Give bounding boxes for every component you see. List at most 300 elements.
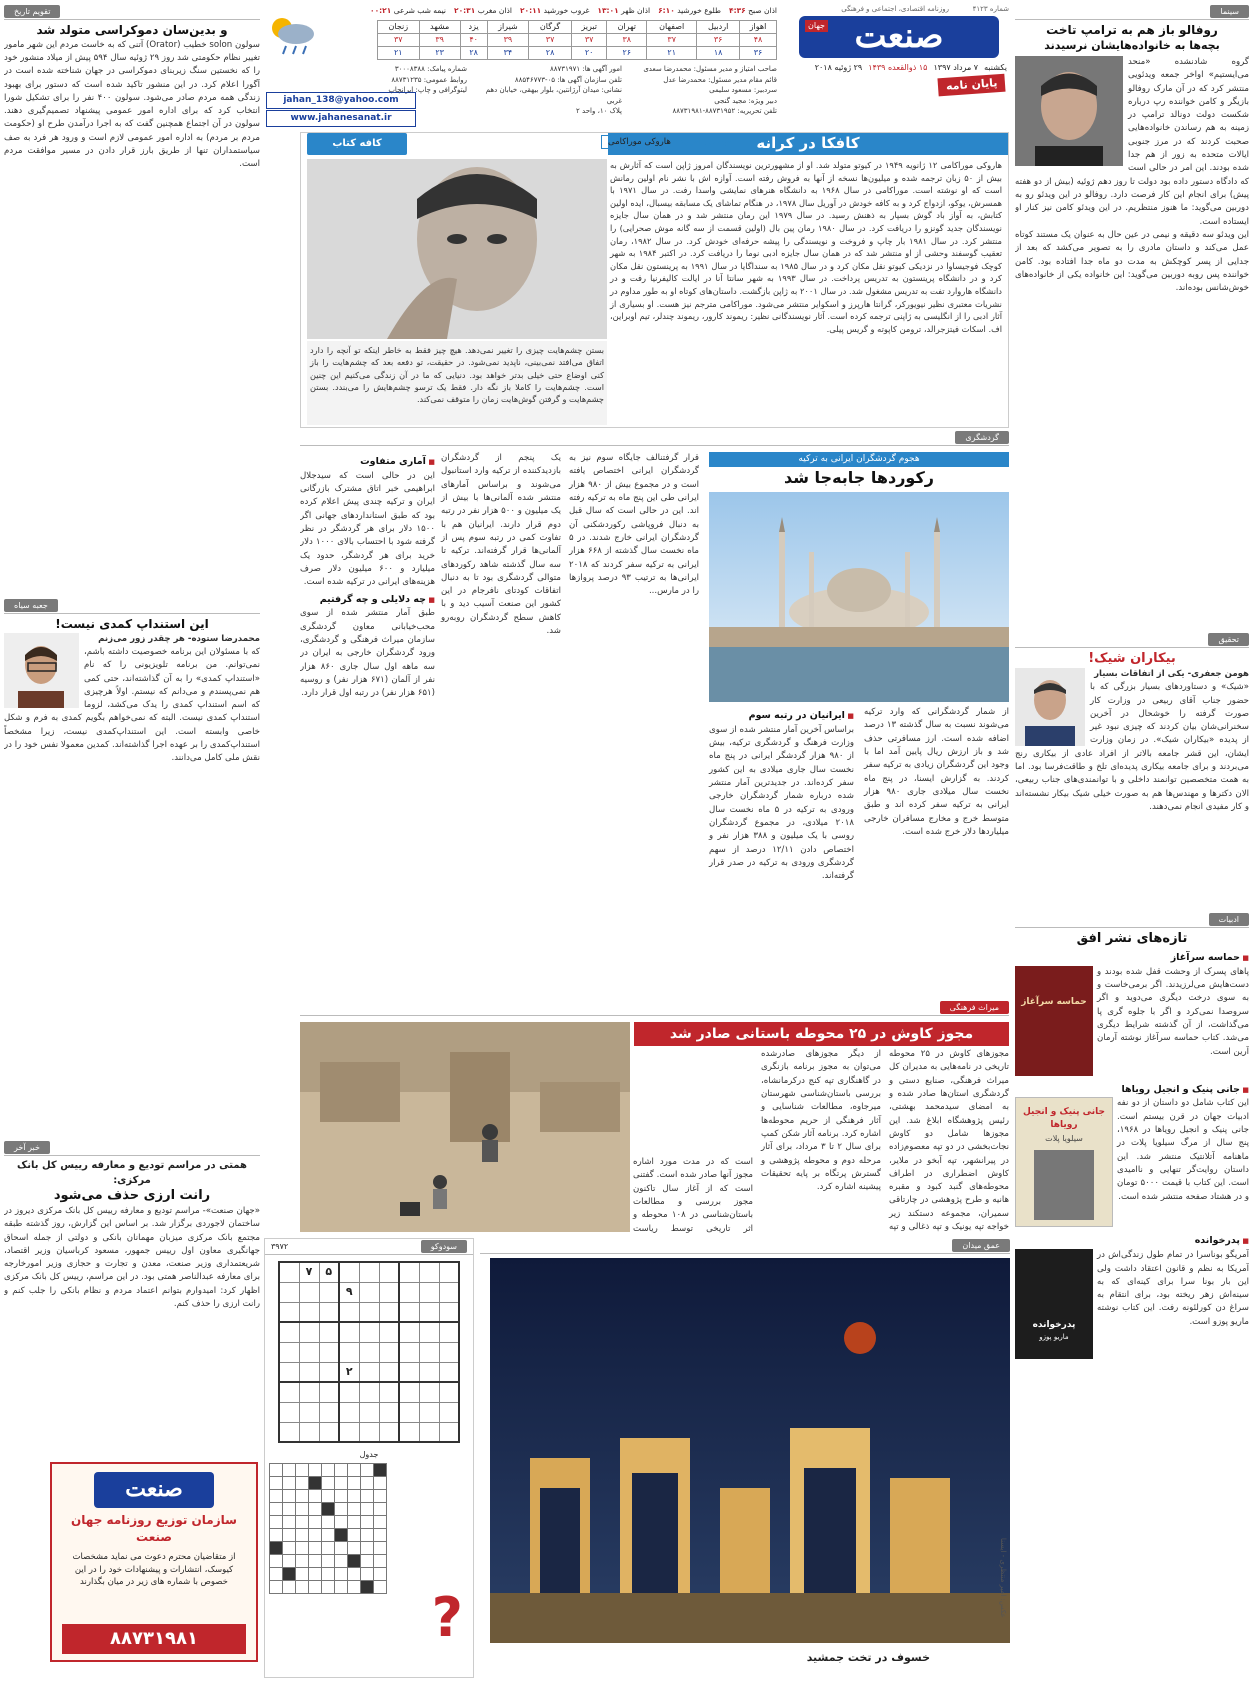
sudoku-cell[interactable]	[419, 1382, 439, 1402]
sudoku-cell[interactable]	[439, 1362, 459, 1382]
sudoku-label: سودوکو	[421, 1240, 467, 1254]
sotoudeh-photo	[4, 633, 79, 708]
crossword-cell[interactable]	[309, 1515, 322, 1528]
prayer-times	[317, 6, 777, 17]
prayer-item: اذان مغرب ۲۰:۳۱	[454, 6, 512, 15]
sudoku-cell[interactable]	[339, 1422, 359, 1442]
sudoku-num: ۳۹۷۲	[271, 1241, 289, 1251]
weather-max: ۳۷	[378, 34, 420, 47]
sudoku-cell[interactable]	[339, 1262, 359, 1282]
sudoku-cell[interactable]	[439, 1402, 459, 1422]
crossword-grid[interactable]	[269, 1463, 387, 1594]
tourism-col4-head: ■ آماری متفاوت	[300, 455, 435, 469]
sudoku-cell[interactable]	[419, 1262, 439, 1282]
ad-logo: صنعت	[94, 1472, 214, 1508]
sudoku-cell[interactable]	[379, 1342, 399, 1362]
date-en: ۲۹ ژوئیه ۲۰۱۸	[814, 63, 863, 72]
sudoku-cell[interactable]	[399, 1342, 419, 1362]
sudoku-cell[interactable]	[419, 1302, 439, 1322]
sudoku-cell[interactable]	[299, 1342, 319, 1362]
crossword-cell[interactable]	[374, 1476, 387, 1489]
staff-line: لیتوگرافی و چاپ: ایرانچاپ	[388, 86, 467, 94]
weather-max: ۳۷	[529, 34, 572, 47]
sudoku-cell[interactable]	[299, 1322, 319, 1342]
staff-line: شماره پیامک: ۳۰۰۰۸۳۸۸	[394, 65, 467, 73]
sudoku-cell[interactable]	[279, 1362, 299, 1382]
sudoku-cell[interactable]	[439, 1302, 459, 1322]
standup-bar	[4, 598, 260, 614]
jafari-photo	[1015, 668, 1085, 746]
weather-min: ۲۳	[419, 47, 460, 60]
sudoku-cell[interactable]	[339, 1382, 359, 1402]
sudoku-cell[interactable]	[399, 1322, 419, 1342]
crossword-cell[interactable]	[296, 1541, 309, 1554]
crossword-cell[interactable]	[270, 1515, 283, 1528]
sudoku-cell[interactable]	[439, 1422, 459, 1442]
analysis-title: بیکاران شیک!	[1088, 651, 1176, 666]
crossword-cell[interactable]	[322, 1515, 335, 1528]
sudoku-cell[interactable]	[319, 1402, 339, 1422]
sudoku-cell[interactable]	[379, 1302, 399, 1322]
weather-min: ۲۸	[460, 47, 487, 60]
staff-line: نشانی: میدان آرژانتین، بلوار بیهقی، خیابان دهم غربی	[485, 86, 622, 105]
crossword-cell[interactable]	[335, 1541, 348, 1554]
weather-max: ۴۰	[460, 34, 487, 47]
standup-section	[4, 598, 260, 1138]
date-hijri: ۱۵ ذوالقعده ۱۴۳۹	[868, 63, 928, 72]
weather-max: ۳۷	[647, 34, 697, 47]
weather-max: ۴۸	[740, 34, 777, 47]
crossword-cell[interactable]	[348, 1554, 361, 1567]
book2	[1015, 1076, 1249, 1204]
crossword-cell[interactable]	[309, 1554, 322, 1567]
weather-icon	[264, 10, 319, 58]
website[interactable]: www.jahanesanat.ir	[266, 110, 416, 127]
sudoku-cell[interactable]	[279, 1382, 299, 1402]
weather-city: یزد	[460, 21, 487, 34]
kafka-feature	[300, 132, 1009, 428]
crossword-cell[interactable]	[283, 1554, 296, 1567]
sudoku-cell[interactable]	[339, 1302, 359, 1322]
depth-bar	[480, 1238, 1010, 1254]
distribution-ad[interactable]	[50, 1462, 258, 1662]
murakami-photo	[307, 159, 607, 339]
prayer-item: اذان ظهر ۱۳:۰۱	[597, 6, 651, 15]
sudoku-cell[interactable]	[399, 1422, 419, 1442]
sudoku-cell[interactable]	[399, 1362, 419, 1382]
sudoku-cell[interactable]	[379, 1402, 399, 1422]
tourism-title: رکوردها جابه‌جا شد	[784, 468, 934, 487]
news-label: خبر آخر	[4, 1141, 50, 1155]
crossword-cell[interactable]	[335, 1476, 348, 1489]
sudoku-bar	[265, 1239, 473, 1255]
masthead	[264, 4, 1009, 134]
sudoku-cell[interactable]	[279, 1282, 299, 1302]
crossword-cell[interactable]	[270, 1502, 283, 1515]
staff-line: پلاک ۱۰، واحد ۲	[576, 107, 622, 115]
crossword-cell[interactable]	[270, 1463, 283, 1476]
sudoku-cell[interactable]: ۹	[339, 1282, 359, 1302]
sudoku-cell[interactable]	[399, 1262, 419, 1282]
weather-table	[377, 20, 777, 60]
staff-line: تلفن سازمان آگهی ها: ۰۵-۸۸۵۴۶۷۷۳	[514, 75, 622, 84]
logo	[799, 16, 999, 58]
book2-cover: جانی پنیک و انجیل رویاها سیلویا پلات	[1015, 1097, 1113, 1227]
sudoku-cell[interactable]	[359, 1382, 379, 1402]
crossword-cell[interactable]	[374, 1580, 387, 1593]
crossword-cell[interactable]	[348, 1489, 361, 1502]
heritage-col2: از دیگر مجوزهای صادرشده می‌توان به مجوز برنامه بازنگری در گاهنگاری تپه کنج درکرمانشاه، بررسی باستان‌شناسی شهرستان میرجاوه، مطالعات شناسایی و آثار فرهنگی از حریم محوطه‌ها اشاره کرد. برنامه آثار شکن کمپ برای سال ۲ تا ۳ مرداد، برای آثار مرحله دوم و محوطه پژوهشی و گسترش پرتگاه بر پایه تحقیقات پیشینه اشاره کرد.	[761, 1049, 881, 1193]
sudoku-cell[interactable]	[399, 1382, 419, 1402]
sudoku-cell[interactable]	[299, 1282, 319, 1302]
standup-author: محمدرضا ستوده- هر چقدر زور می‌زنم	[98, 633, 260, 644]
crossword-cell[interactable]	[283, 1515, 296, 1528]
crossword-cell[interactable]	[374, 1502, 387, 1515]
sudoku-cell[interactable]	[439, 1382, 459, 1402]
sudoku-cell[interactable]	[399, 1302, 419, 1322]
sudoku-cell[interactable]	[359, 1262, 379, 1282]
crossword-cell[interactable]	[283, 1489, 296, 1502]
crossword-cell[interactable]	[348, 1541, 361, 1554]
heritage-section	[300, 1000, 1009, 1235]
analysis-body: «شیک» و دستاوردهای بسیار بزرگی که با حضور جناب آقای ربیعی در وزارت کار صورت گرفته را خوشحال در آخرین سخنرانی‌شان بیان کردند که چیزی نبود غیر از پدیده «بیکاران شیک». در زمان وزارت ایشان، این قشر جامعه بالاتر از افراد عادی از بیکاری رنج می‌بردند و برای جامعه بیکاری پدیده‌ای تلخ و طاقت‌فرسا بود. اما به همت متخصصین توانمند داخلی و با توانمندی‌های جناب ربیعی، الان دکترها و مهندس‌ها هم به صورت خیلی شیک بیکار نشسته‌اند و کار مفیدی انجام نمی‌دهند.	[1015, 682, 1249, 813]
section-stamp: پایان نامه	[937, 74, 1006, 97]
sudoku-cell[interactable]	[439, 1342, 459, 1362]
democracy-section	[4, 4, 260, 596]
analysis-section	[1015, 632, 1249, 910]
crossword-cell[interactable]	[270, 1541, 283, 1554]
crossword-cell[interactable]	[270, 1528, 283, 1541]
book3-title: ■ پدرخوانده	[1015, 1234, 1249, 1248]
logo-text: صنعت	[854, 16, 944, 57]
crossword-cell[interactable]	[335, 1528, 348, 1541]
news-section	[4, 1140, 260, 1460]
crossword-cell[interactable]	[296, 1476, 309, 1489]
democracy-bar	[4, 4, 260, 20]
excavation-photo	[300, 1022, 630, 1232]
day: یکشنبه	[984, 63, 1007, 72]
email[interactable]: jahan_138@yahoo.com	[266, 92, 416, 109]
crossword-cell[interactable]	[374, 1489, 387, 1502]
heritage-body: مجوزهای کاوش در ۲۵ محوطه تاریخی در نامه‌هایی به مدیران کل میراث فرهنگی، صنایع دستی و گردشگری استان‌ها صادر شده و به امضای سیدمحمد بهشتی، رئیس پژوهشگاه ابلاغ شد. این مجوزها شامل دو کاوش نجات‌بخشی در دو تپه معصوم‌زاده در پیرانشهر، تپه آبخو در ملایر، کاوش اضطراری در اطراف محوطه‌های گنبد کبود و مقبره هانیه و طرح پژوهشی در چارتاقی سمیران، مجموعه دستکند زیر خواجه تپه یونیک و تپه ذغالی و تپه	[889, 1049, 1009, 1233]
standup-title: این استنداپ کمدی نیست!	[55, 617, 209, 631]
crossword-cell[interactable]	[309, 1528, 322, 1541]
sudoku-cell[interactable]	[419, 1322, 439, 1342]
book1-cover: حماسه سرآغاز	[1015, 966, 1093, 1076]
crossword-cell[interactable]	[296, 1567, 309, 1580]
sudoku-cell[interactable]	[359, 1402, 379, 1422]
crossword-cell[interactable]	[335, 1567, 348, 1580]
news-bar	[4, 1140, 260, 1156]
crossword-cell[interactable]	[309, 1541, 322, 1554]
crossword-cell[interactable]	[335, 1515, 348, 1528]
literature-section	[1015, 912, 1249, 1680]
staff-line: سردبیر: مسعود سلیمی	[709, 86, 777, 94]
sudoku-cell[interactable]	[439, 1262, 459, 1282]
crossword-cell[interactable]	[296, 1515, 309, 1528]
crossword-cell[interactable]	[374, 1463, 387, 1476]
sudoku-cell[interactable]	[399, 1402, 419, 1422]
crossword-cell[interactable]	[361, 1567, 374, 1580]
crossword-cell[interactable]	[361, 1528, 374, 1541]
tourism-col2	[709, 706, 854, 976]
sudoku-cell[interactable]	[299, 1422, 319, 1442]
crossword-cell[interactable]	[309, 1463, 322, 1476]
lit-title: تازه‌های نشر افق	[1076, 931, 1188, 946]
sudoku-cell[interactable]	[279, 1322, 299, 1342]
crossword-cell[interactable]	[374, 1567, 387, 1580]
crossword-cell[interactable]	[335, 1463, 348, 1476]
heritage-label: میراث فرهنگی	[940, 1001, 1009, 1015]
crossword-cell[interactable]	[309, 1580, 322, 1593]
weather-min: ۲۶	[607, 47, 647, 60]
crossword-cell[interactable]	[309, 1502, 322, 1515]
tourism-sub1-body: براساس آخرین آمار منتشر شده از سوی وزارت فرهنگ و گردشگری ترکیه، بیش از ۹۸۰ هزار گردشگر ایرانی در پنج ماه نخست سال جاری میلادی به این کشور سفر کرده‌اند. در جدیدترین آمار منتشر شده درباره شمار گردشگران خارجی ورودی به ترکیه در ۵ ماه نخست سال ۲۰۱۸ میلادی، در مجموع گردشگران روسی با یک میلیون و ۳۸۸ هزار نفر و اختصاص دادن ۱۲/۱۱ درصد از سهم گردشگری ورودی به ترکیه در صدر قرار گرفته‌اند.	[709, 724, 854, 882]
sudoku-cell[interactable]	[319, 1362, 339, 1382]
sudoku-grid[interactable]	[278, 1261, 460, 1443]
sudoku-cell[interactable]	[339, 1342, 359, 1362]
sudoku-cell[interactable]	[319, 1282, 339, 1302]
crossword-cell[interactable]	[322, 1463, 335, 1476]
sudoku-cell[interactable]	[379, 1282, 399, 1302]
cross-label: جدول	[359, 1450, 379, 1459]
weather-min: ۲۱	[647, 47, 697, 60]
sudoku-cell[interactable]	[439, 1282, 459, 1302]
sudoku-cell[interactable]	[379, 1362, 399, 1382]
sudoku-cell[interactable]	[319, 1322, 339, 1342]
crossword-cell[interactable]	[322, 1528, 335, 1541]
sudoku-section	[264, 1238, 474, 1678]
crossword-cell[interactable]	[335, 1580, 348, 1593]
crossword-cell[interactable]	[270, 1476, 283, 1489]
crossword-cell[interactable]	[361, 1489, 374, 1502]
tourism-col3: یک پنجم از گردشگران بازدیدکننده از ترکیه وارد استانبول می‌شوند و براساس آمارهای منتشر شده آلمانی‌ها با بیش از یک میلیون و ۵۰۰ هزار نفر در رتبه دوم قرار دارند. ایرانیان هم با تفاوت کمی در رتبه سوم پس از آلمانی‌ها قرار گرفته‌اند. ترکیه تا سه سال گذشته شاهد رکوردهای متوالی گردشگری بود تا به دنبال اتفاقات کودتای نافرجام در این کشور این صنعت آسیب دید و با کاهش سطح گردشگران روبه‌رو شد.	[441, 453, 561, 637]
crossword-cell[interactable]	[374, 1528, 387, 1541]
crossword-cell[interactable]	[283, 1463, 296, 1476]
kafka-guest: مهمان امروز: هاروکی موراکامی	[601, 135, 739, 149]
crossword-cell[interactable]	[296, 1554, 309, 1567]
tourism-col4b-body: طبق آمار منتشر شده از سوی محب‌خیابانی معاون گردشگری سازمان میراث فرهنگی و گردشگری، ورود گردشگران خارجی به ایران در سه ماهه اول سال جاری ۸۶۰ هزار نفر از آلمان (۶۷۱ هزار نفر) و روسیه (۶۵۱ هزار نفر) در رتبه اول قرار دارد.	[300, 608, 435, 699]
crossword-cell[interactable]	[309, 1567, 322, 1580]
crossword-cell[interactable]	[270, 1567, 283, 1580]
cinema-body: گروه شادنشده «منحد می‌ایستیم» اواخر جمعه ویدئویی منتشر کرد که در آن مارک روفالو بازیگر و کامن خواننده رپ درباره شکست دولت دونالد ترامپ در زمینه به هم رساندن خانواده‌هایی صحبت کردند که در مرز جنوبی ایالات متحده به زور از هم جدا شده بودند. این امر در حالی است که دادگاه دستور داده بود دولت تا روز دهم ژوئیه (بیش از دو هفته پیش) برای انجام این کار فرصت دارد. روفالو در این ویدئو رو به دوربین می‌گوید: ما هنوز منتظریم. در این ویدئو کامن نیز کنار او ایستاده است.	[1015, 56, 1249, 227]
sudoku-cell[interactable]	[319, 1342, 339, 1362]
crossword-cell[interactable]	[296, 1463, 309, 1476]
staff-line: قائم مقام مدیر مسئول: محمدرضا عدل	[663, 75, 777, 84]
crossword-cell[interactable]	[348, 1463, 361, 1476]
crossword-cell[interactable]	[309, 1489, 322, 1502]
crossword-cell[interactable]	[322, 1476, 335, 1489]
crossword-cell[interactable]	[348, 1528, 361, 1541]
sudoku-cell[interactable]	[359, 1342, 379, 1362]
crossword-cell[interactable]	[374, 1554, 387, 1567]
photo-credit: عکس: امیر منتظری - ایسنا	[999, 1538, 1007, 1618]
crossword-cell[interactable]	[361, 1463, 374, 1476]
standup-label: جعبه سیاه	[4, 599, 58, 613]
crossword-cell[interactable]	[322, 1502, 335, 1515]
sudoku-cell[interactable]	[339, 1322, 359, 1342]
crossword-cell[interactable]	[283, 1502, 296, 1515]
tourism-section	[300, 430, 1009, 980]
weather-max: ۳۹	[487, 34, 529, 47]
sudoku-cell[interactable]	[299, 1402, 319, 1422]
crossword-cell[interactable]	[361, 1580, 374, 1593]
crossword-cell[interactable]	[348, 1502, 361, 1515]
book1-title: ■ حماسه سرآغاز	[1015, 951, 1249, 965]
crossword-cell[interactable]	[296, 1528, 309, 1541]
crossword-cell[interactable]	[361, 1554, 374, 1567]
crossword-cell[interactable]	[361, 1502, 374, 1515]
sudoku-cell[interactable]	[379, 1382, 399, 1402]
cinema-section	[1015, 4, 1249, 630]
crossword-cell[interactable]	[296, 1580, 309, 1593]
photo-caption: خسوف در تخت جمشید	[806, 1651, 930, 1664]
weather-max: ۳۸	[607, 34, 647, 47]
ad-title: سازمان توزیع روزنامه جهان صنعت	[71, 1513, 237, 1545]
book2-title: ■ جانی پنیک و انجیل رویاها	[1015, 1083, 1249, 1097]
sudoku-cell[interactable]: ۷	[299, 1262, 319, 1282]
tourism-col1: قرار گرفتنالف جایگاه سوم نیز به گردشگران ایرانی اختصاص یافته است و در مجموع بیش از ۹۸۰ هزار ایرانی طی این پنج ماه به ترکیه رفته اند. این در حالی است که سال قبل به دنبال فروپاشی رکوردشکنی آن گردشگران ایرانی خارج شدند. در ۵ ماه نخست سال گذشته از ۶۶۸ هزار ایرانی به ترکیه سفر کردند که ۲۰۱۸ ایرانی‌ها به ترتیب ۹۳ درصد پروازها را در مارس...	[569, 453, 700, 597]
sudoku-cell[interactable]	[379, 1322, 399, 1342]
weather-city: اردبیل	[697, 21, 740, 34]
sudoku-cell[interactable]	[279, 1262, 299, 1282]
sudoku-cell[interactable]	[299, 1382, 319, 1402]
weather-city: اهواز	[740, 21, 777, 34]
tourism-sub1: ■ ایرانیان در رتبه سوم	[709, 709, 854, 723]
logo-prefix: جهان	[805, 20, 828, 32]
depth-label: عمق میدان	[952, 1239, 1010, 1253]
sudoku-cell[interactable]	[279, 1302, 299, 1322]
sudoku-cell[interactable]	[319, 1302, 339, 1322]
crossword-cell[interactable]	[296, 1502, 309, 1515]
crossword-cell[interactable]	[270, 1580, 283, 1593]
tourism-label: گردشگری	[955, 431, 1009, 445]
news-subtitle: رانت ارزی حذف می‌شود	[53, 1188, 211, 1203]
sudoku-cell[interactable]	[339, 1402, 359, 1422]
crossword-cell[interactable]	[322, 1489, 335, 1502]
sudoku-cell[interactable]	[419, 1342, 439, 1362]
crossword-cell[interactable]	[348, 1567, 361, 1580]
news-title: همتی در مراسم تودیع و معارفه رییس کل بانک مرکزی:	[17, 1160, 247, 1186]
crossword-cell[interactable]	[374, 1515, 387, 1528]
book3-cover: پدرخوانده ماریو پوزو	[1015, 1249, 1093, 1359]
crossword-cell[interactable]	[283, 1528, 296, 1541]
sudoku-cell[interactable]	[359, 1302, 379, 1322]
sudoku-cell[interactable]	[359, 1322, 379, 1342]
sudoku-cell[interactable]	[419, 1282, 439, 1302]
crossword-cell[interactable]	[270, 1489, 283, 1502]
crossword-cell[interactable]	[270, 1554, 283, 1567]
persepolis-photo	[490, 1258, 1010, 1643]
ad-phone[interactable]: ۸۸۷۳۱۹۸۱	[62, 1624, 246, 1654]
democracy-label: تقویم تاریخ	[4, 5, 60, 19]
staff-line: صاحب امتیاز و مدیر مسئول: محمدرضا سعدی	[643, 65, 777, 73]
book1	[1015, 951, 1249, 1059]
tagline: روزنامه اقتصادی، اجتماعی و فرهنگی	[841, 5, 949, 13]
weather-city: شیراز	[487, 21, 529, 34]
weather-min: ۲۰	[571, 47, 606, 60]
crossword-cell[interactable]	[322, 1580, 335, 1593]
sudoku-cell[interactable]	[419, 1362, 439, 1382]
standup-body: که با مسئولان این برنامه خصوصیت داشته باشم، نمی‌توانم. من برنامه تلویزیونی را که نام «استنداپ کمدی» را به آن گذاشته‌اند، حتی کمی هم نمی‌پسندم و می‌دانم که نیستم. اولاً هرچیزی که اسم استنداپ کمدی را یدک می‌کشد، لزوما استنداپ کمدی نیست. البته که نمی‌خواهم بگویم کمدی به فرم و شکل خاصی وابسته است. این استنداپ‌کمدی نیست، زیرا مشخصاً استنداپ‌کمدی را بر عهده اجرا گذاشته‌اند. کمدین معمولا نفس خود را در نقش ملی کامل می‌دانند.	[4, 646, 260, 764]
crossword-cell[interactable]	[348, 1580, 361, 1593]
sudoku-cell[interactable]	[379, 1262, 399, 1282]
sudoku-cell[interactable]	[359, 1282, 379, 1302]
crossword-cell[interactable]	[283, 1541, 296, 1554]
ruffalo-photo	[1015, 56, 1123, 166]
prayer-item: نیمه شب شرعی ۰۰:۲۱	[370, 6, 446, 15]
sudoku-cell[interactable]	[399, 1282, 419, 1302]
sudoku-cell[interactable]: ۵	[319, 1262, 339, 1282]
crossword-cell[interactable]	[309, 1476, 322, 1489]
democracy-title: و بدین‌سان دموکراسی متولد شد	[36, 23, 228, 37]
crossword-cell[interactable]	[361, 1515, 374, 1528]
logo-block	[784, 4, 1009, 92]
crossword-cell[interactable]	[322, 1541, 335, 1554]
sudoku-cell[interactable]	[439, 1322, 459, 1342]
sudoku-cell[interactable]	[419, 1402, 439, 1422]
sudoku-cell[interactable]	[279, 1422, 299, 1442]
crossword-cell[interactable]	[361, 1541, 374, 1554]
sudoku-cell[interactable]	[359, 1362, 379, 1382]
tourism-col4	[300, 452, 435, 972]
crossword-cell[interactable]	[322, 1567, 335, 1580]
sudoku-cell[interactable]	[359, 1422, 379, 1442]
sudoku-cell[interactable]	[299, 1362, 319, 1382]
crossword-cell[interactable]	[296, 1489, 309, 1502]
crossword-cell[interactable]	[283, 1476, 296, 1489]
crossword-cell[interactable]	[374, 1541, 387, 1554]
news-body: «جهان صنعت»- مراسم تودیع و معارفه رییس کل بانک مرکزی دیروز در ساختمان لاجوردی برگزار شد. بر اساس این گزارش، روز گذشته طبقه مجتمع بانک مرکزی میزبان مهمانان بانکی و دولتی از جمله اسحاق جهانگیری معاون اول رییس جمهور، مسعود کرباسیان وزیر اقتصاد، شریعتمداری وزیر صنعت، معدن و تجارت و حجازی وزیر امورخارجه برای معارفه عبدالناصر همتی بود. در این مراسم، رییس کل بانک مرکزی اظهار کرد: امیدوارم بتوانم اعتماد مردم و نظام بانکی را جلب کنم و رانت ارزی را حذف کنم.	[4, 1205, 260, 1310]
crossword-cell[interactable]	[335, 1554, 348, 1567]
staff-line: روابط عمومی: ۸۸۷۳۱۲۳۵	[391, 75, 467, 84]
issue-num: شماره ۴۱۲۳	[972, 5, 1009, 13]
sudoku-cell[interactable]	[319, 1382, 339, 1402]
sudoku-cell[interactable]: ۲	[339, 1362, 359, 1382]
crossword-cell[interactable]	[283, 1580, 296, 1593]
crossword-cell[interactable]	[335, 1502, 348, 1515]
staff-line: امور آگهی ها: ۸۸۷۳۱۹۷۱	[550, 65, 622, 73]
sudoku-cell[interactable]	[279, 1342, 299, 1362]
kafka-section: کافه کتاب	[307, 133, 407, 155]
sudoku-cell[interactable]	[319, 1422, 339, 1442]
crossword-cell[interactable]	[348, 1515, 361, 1528]
crossword-cell[interactable]	[348, 1476, 361, 1489]
prayer-item: اذان صبح ۴:۳۶	[729, 6, 777, 15]
sudoku-cell[interactable]	[379, 1422, 399, 1442]
depth-photo-section	[480, 1238, 1010, 1678]
sudoku-cell[interactable]	[279, 1402, 299, 1422]
kafka-body: هاروکی موراکامی ۱۲ ژانویه ۱۹۴۹ در کیوتو متولد شد. او از مشهورترین نویسندگان امروز ژاپن است که آثارش به بیش از ۵۰ زبان ترجمه شده و میلیون‌ها نسخه از آنها به فروش رفته است. آوازه اش با نشر نام اولین رمانش است که او نوشته است. موراکامی در سال ۱۹۶۸ به دانشگاه هنرهای نمایشی واسدا رفت. در سال ۱۹۷۱ با همسرش، یوکو، ازدواج کرد و به کافه خودش در آوریل سال ۱۹۷۸، در هنگام تماشای یک مسابقه بیسبال، ایده اولین کتابش، به آواز باد گوش بسپار به ذهنش رسید. در سال ۱۹۷۹ این رمان منتشر شد و در همان سال جایزه نویسندگان جدید گونزو را دریافت کرد. در سال ۱۹۸۰ رمان پین بال (اولین قسمت از سه گانه موش صحرایی) را منتشر کرد. در سال ۱۹۸۱ بار چاپ و فروخت و نویسندگی را پیشه حرفه‌ای خودش کرد. در سال ۱۹۸۲، رمان تعقیب گوسفند وحشی از او منتشر شد که در همان سال جایزه ادبی نوما را دریافت کرد. در اکتبر ۱۹۸۴ به شهر کوچک فوجیساوا در نزدیکی کیوتو نقل مکان کرد و در سال ۱۹۸۵ به سنداگایا در سال ۱۹۹۱ به پرینستون نقل مکان کرد و در دانشگاه پرینستون به تدریس پرداخت. در سال ۱۹۹۳ به شهر سانتا آنا در ایالت کالیفرنیا رفت و در دانشگاه هاروارد تفت به تدریس مشغول شد. در سال ۲۰۰۱ به ژاپن بازگشت. داستان‌های کوتاه او به طور مداوم در نشریات معتبری نظیر نیویورکر، گرانتا هارپرز و اسکوایر منتشر می‌شود. موراکامی مترجم نیز هست. او بسیاری از آثار ادبی را از انگلیسی به ژاپنی ترجمه کرده است. آثار نویسندگانی نظیر: ریموند کارور، ریموند چندلر، تیم اوبراین، اف. اسکات فیتزجرالد، ترومن کاپوته و گریس پیلی.	[610, 160, 1003, 334]
weather-city: زنجان	[378, 21, 420, 34]
sudoku-cell[interactable]	[299, 1302, 319, 1322]
crossword-cell[interactable]	[335, 1489, 348, 1502]
analysis-author: هومن جعفری- یکی از اتفاقات بسیار	[1094, 668, 1249, 679]
crossword-cell[interactable]	[283, 1567, 296, 1580]
weather-city: تهران	[607, 21, 647, 34]
sudoku-cell[interactable]	[419, 1422, 439, 1442]
book3	[1015, 1227, 1249, 1342]
tourism-kicker: هجوم گردشگران ایرانی به ترکیه	[709, 452, 1009, 467]
date-row	[815, 62, 1007, 74]
date-fa: ۷ مرداد ۱۳۹۷	[933, 63, 979, 72]
cinema-subtitle: بچه‌ها به خانواده‌هایشان نرسیدند	[1044, 38, 1220, 52]
weather-max: ۳۶	[697, 34, 740, 47]
weather-min: ۱۸	[697, 47, 740, 60]
crossword-cell[interactable]	[361, 1476, 374, 1489]
crossword-cell[interactable]	[322, 1554, 335, 1567]
weather-min: ۲۸	[529, 47, 572, 60]
